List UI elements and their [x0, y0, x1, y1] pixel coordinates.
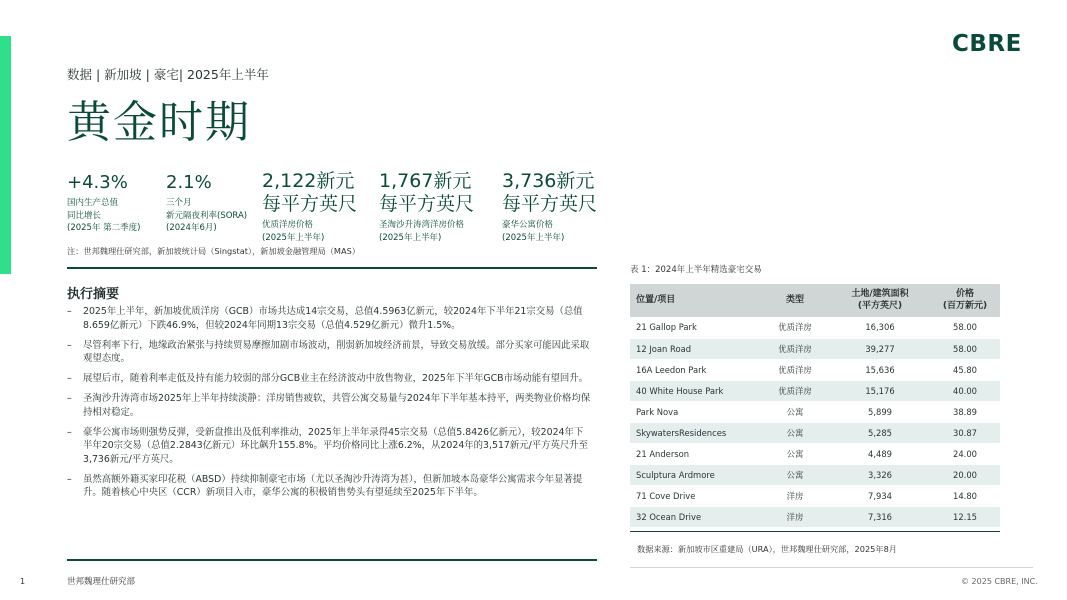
stat-value: +4.3%	[67, 172, 128, 193]
cbre-logo: CBRE	[952, 31, 1022, 57]
stat-label: 圣淘沙升涛湾洋房价格 (2025年上半年)	[379, 220, 465, 243]
header-location: 位置/项目	[630, 284, 760, 317]
table-caption: 表 1：2024年上半年精选豪宅交易	[630, 265, 762, 275]
stat-gcb-price	[262, 170, 357, 244]
table-header-row	[630, 284, 1000, 317]
summary-item: – 2025年上半年，新加坡优质洋房（GCB）市场共达成14宗交易，总值4.5963亿新元，较2024年下半年21宗交易（总值8.659亿新元）下跌46.9%，但较2024年同期13宗交易（总值4.529亿新元）微升1.5%。	[67, 306, 583, 331]
table-source: 数据来源：新加坡市区重建局（URA），世邦魏理仕研究部，2025年8月	[637, 544, 897, 554]
summary-item: – 圣淘沙升涛湾市场2025年上半年持续淡静：洋房销售疲软，共管公寓交易量与2024年下半年基本持平，两类物业价格均保持相对稳定。	[67, 393, 591, 418]
stat-gdp	[67, 172, 140, 235]
table-row: 32 Ocean Drive 洋房 7,316 12.15	[630, 506, 1000, 527]
header-area: 土地/建筑面积 (平方英尺)	[830, 284, 930, 317]
stat-unit: 每平方英尺	[379, 193, 475, 215]
stat-sora	[166, 172, 247, 235]
table-row: 21 Anderson 公寓 4,489 24.00	[630, 443, 1000, 464]
table-row: 21 Gallop Park 优质洋房 16,306 58.00	[630, 317, 1000, 338]
breadcrumb: 数据 | 新加坡 | 豪宅| 2025年上半年	[67, 67, 269, 82]
divider	[67, 559, 597, 561]
header-price: 价格 (百万新元)	[930, 284, 1000, 317]
divider	[67, 267, 597, 269]
stat-value: 2.1%	[166, 172, 212, 193]
table-row: Park Nova 公寓 5,899 38.89	[630, 401, 1000, 422]
page-title: 黄金时期	[67, 97, 251, 148]
stat-condo-price	[502, 170, 597, 244]
summary-item: – 虽然高额外籍买家印花税（ABSD）持续抑制豪宅市场（尤以圣淘沙升涛湾为甚），但新加坡本岛豪华公寓需求今年显著提升。随着核心中央区（CCR）新项目入市，豪华公寓的积极销售势头有望延续至2025年下半年。	[67, 473, 583, 498]
table-bottom-rule	[630, 531, 1000, 532]
header-type: 类型	[760, 284, 830, 317]
stat-value: 3,736新元	[502, 170, 595, 192]
summary-item: – 豪华公寓市场则强势反弹，受新盘推出及低利率推动，2025年上半年录得45宗交易（总值5.8426亿新元），较2024年下半年20宗交易（总值2.2843亿新元）环比飙升155.8%。平均价格同比上涨6.2%，从2024年的3,517新元/平方英尺升至3,736新元/平方英尺。	[67, 426, 589, 465]
table-row: SkywatersResidences 公寓 5,285 30.87	[630, 422, 1000, 443]
stat-unit: 每平方英尺	[262, 193, 358, 215]
stat-label: 三个月 新元隔夜利率(SORA) (2024年6月)	[166, 198, 248, 233]
table-row: 71 Cove Drive 洋房 7,934 14.80	[630, 485, 1000, 506]
footer-copyright: © 2025 CBRE, INC.	[961, 577, 1038, 586]
transactions-table	[630, 284, 1000, 528]
stat-label: 国内生产总值 同比增长 (2025年 第二季度)	[67, 198, 141, 233]
footer-research-label: 世邦魏理仕研究部	[67, 577, 136, 587]
divider	[630, 567, 1033, 568]
stat-value: 1,767新元	[379, 170, 472, 192]
table-row: 12 Joan Road 优质洋房 39,277 58.00	[630, 338, 1000, 359]
summary-item: – 展望后市，随着利率走低及持有能力较弱的部分GCB业主在经济波动中放售物业，2025年下半年GCB市场动能有望回升。	[67, 373, 588, 384]
summary-list	[67, 305, 592, 506]
summary-item: – 尽管利率下行，地缘政治紧张与持续贸易摩擦加剧市场波动，削弱新加坡经济前景，导致交易放缓。部分买家可能因此采取观望态度。	[67, 339, 590, 364]
table-row: 16A Leedon Park 优质洋房 15,636 45.80	[630, 359, 1000, 380]
stats-note: 注：世邦魏理仕研究部，新加坡统计局（Singstat），新加坡金融管理局（MAS）	[67, 246, 360, 256]
stat-sentosa-price	[379, 170, 474, 244]
stat-value: 2,122新元	[262, 170, 355, 192]
stat-label: 优质洋房价格 (2025年上半年)	[262, 220, 325, 243]
accent-bar	[0, 36, 11, 274]
summary-title: 执行摘要	[67, 287, 120, 302]
table-row: 40 White House Park 优质洋房 15,176 40.00	[630, 380, 1000, 401]
stat-unit: 每平方英尺	[502, 193, 598, 215]
table-row: Sculptura Ardmore 公寓 3,326 20.00	[630, 464, 1000, 485]
page-number: 1	[20, 577, 26, 586]
stat-label: 豪华公寓价格 (2025年上半年)	[502, 220, 565, 243]
